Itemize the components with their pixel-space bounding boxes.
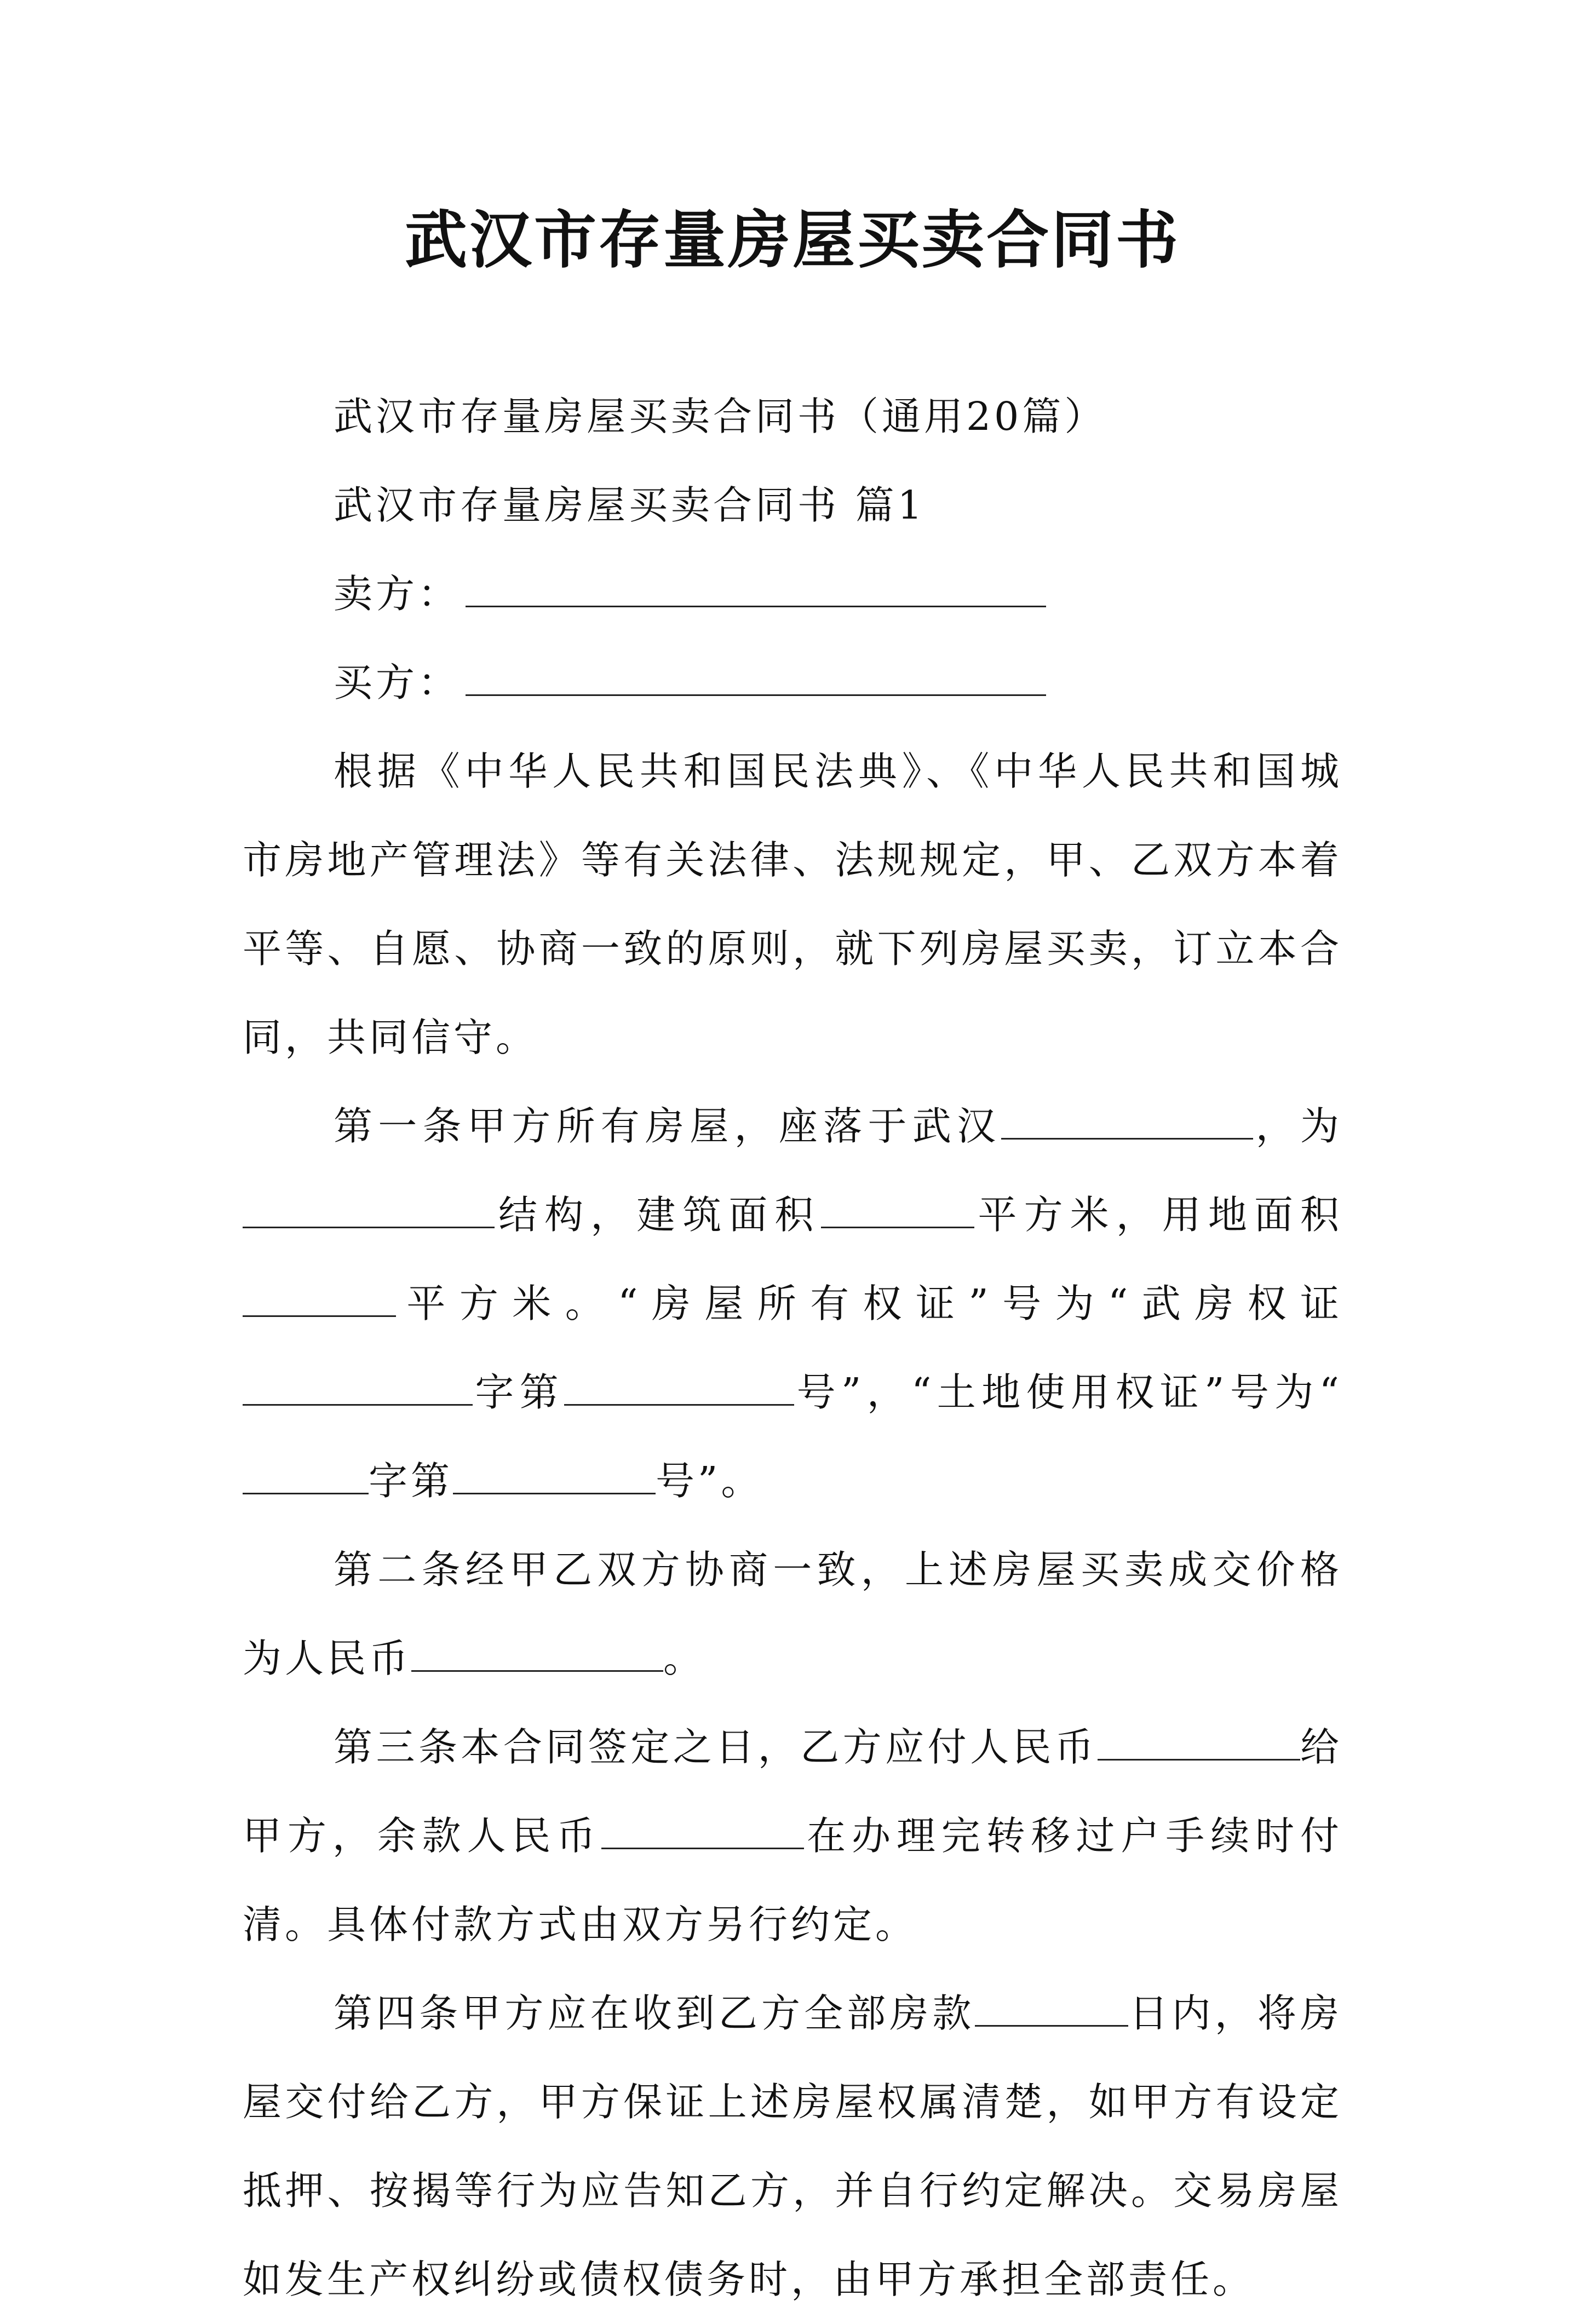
price-blank <box>411 1633 663 1672</box>
section-heading: 武汉市存量房屋买卖合同书 篇1 <box>334 482 926 528</box>
buyer-blank <box>466 658 1046 696</box>
article-1-text-5: 平方米。“房屋所有权证”号为“武房权证 <box>396 1281 1342 1326</box>
building-area-blank <box>821 1190 974 1228</box>
article-3-text-3: 在办理完转移过户手续时付清。具体付款方式由双方另行约定。 <box>243 1813 1342 1947</box>
document-subtitle: 武汉市存量房屋买卖合同书（通用20篇） <box>334 394 1107 439</box>
article-1-text-9: 号”。 <box>656 1458 763 1504</box>
seller-label: 卖方： <box>334 571 461 617</box>
land-cert-prefix-blank <box>243 1456 369 1494</box>
article-4-paragraph <box>243 1969 1342 2324</box>
article-1-text-7: 号”，“土地使用权证”号为“ <box>794 1370 1342 1415</box>
seller-blank <box>466 569 1046 607</box>
article-2-text-1: 第二条经甲乙双方协商一致，上述房屋买卖成交价格为人民币 <box>243 1547 1342 1681</box>
structure-blank <box>243 1190 495 1228</box>
article-1-paragraph <box>243 1082 1342 1526</box>
article-1-text-2: ，为 <box>1253 1103 1342 1149</box>
property-cert-number-blank <box>564 1367 794 1406</box>
article-4-text-1: 第四条甲方应在收到乙方全部房款 <box>334 1991 975 2036</box>
balance-blank <box>601 1811 804 1849</box>
article-1-text-6: 字第 <box>473 1370 565 1415</box>
article-1-text-8: 字第 <box>369 1458 453 1504</box>
document-title: 武汉市存量房屋买卖合同书 <box>404 203 1180 277</box>
document-body <box>243 372 1342 2324</box>
deposit-blank <box>1098 1722 1300 1761</box>
article-3-text-1: 第三条本合同签定之日，乙方应付人民币 <box>334 1724 1098 1770</box>
article-2-paragraph <box>243 1526 1342 1703</box>
location-blank <box>1001 1101 1253 1140</box>
article-3-paragraph <box>243 1703 1342 1969</box>
preamble-paragraph: 根据《中华人民共和国民法典》、《中华人民共和国城市房地产管理法》等有关法律、法规规定，甲、乙双方本着平等、自愿、协商一致的原则，就下列房屋买卖，订立本合同，共同信守。 <box>243 749 1342 1060</box>
article-1-text-1: 第一条甲方所有房屋，座落于武汉 <box>334 1103 1002 1149</box>
article-2-text-2: 。 <box>663 1636 706 1681</box>
delivery-days-blank <box>975 1988 1128 2027</box>
land-area-blank <box>243 1279 396 1317</box>
article-1-text-3: 结构，建筑面积 <box>495 1192 821 1238</box>
buyer-line <box>243 638 1342 727</box>
property-cert-prefix-blank <box>243 1367 473 1406</box>
article-4-text-2: 日内，将房屋交付给乙方，甲方保证上述房屋权属清楚，如甲方有设定抵押、按揭等行为应告知乙方，并自行约定解决。交易房屋如发生产权纠纷或债权债务时，由甲方承担全部责任。 <box>243 1991 1342 2302</box>
article-1-text-4: 平方米，用地面积 <box>974 1192 1342 1238</box>
seller-line <box>243 550 1342 638</box>
article-3-text-2: 给甲方，余款人民币 <box>243 1724 1342 1859</box>
buyer-label: 买方： <box>334 660 461 705</box>
land-cert-number-blank <box>453 1456 656 1494</box>
